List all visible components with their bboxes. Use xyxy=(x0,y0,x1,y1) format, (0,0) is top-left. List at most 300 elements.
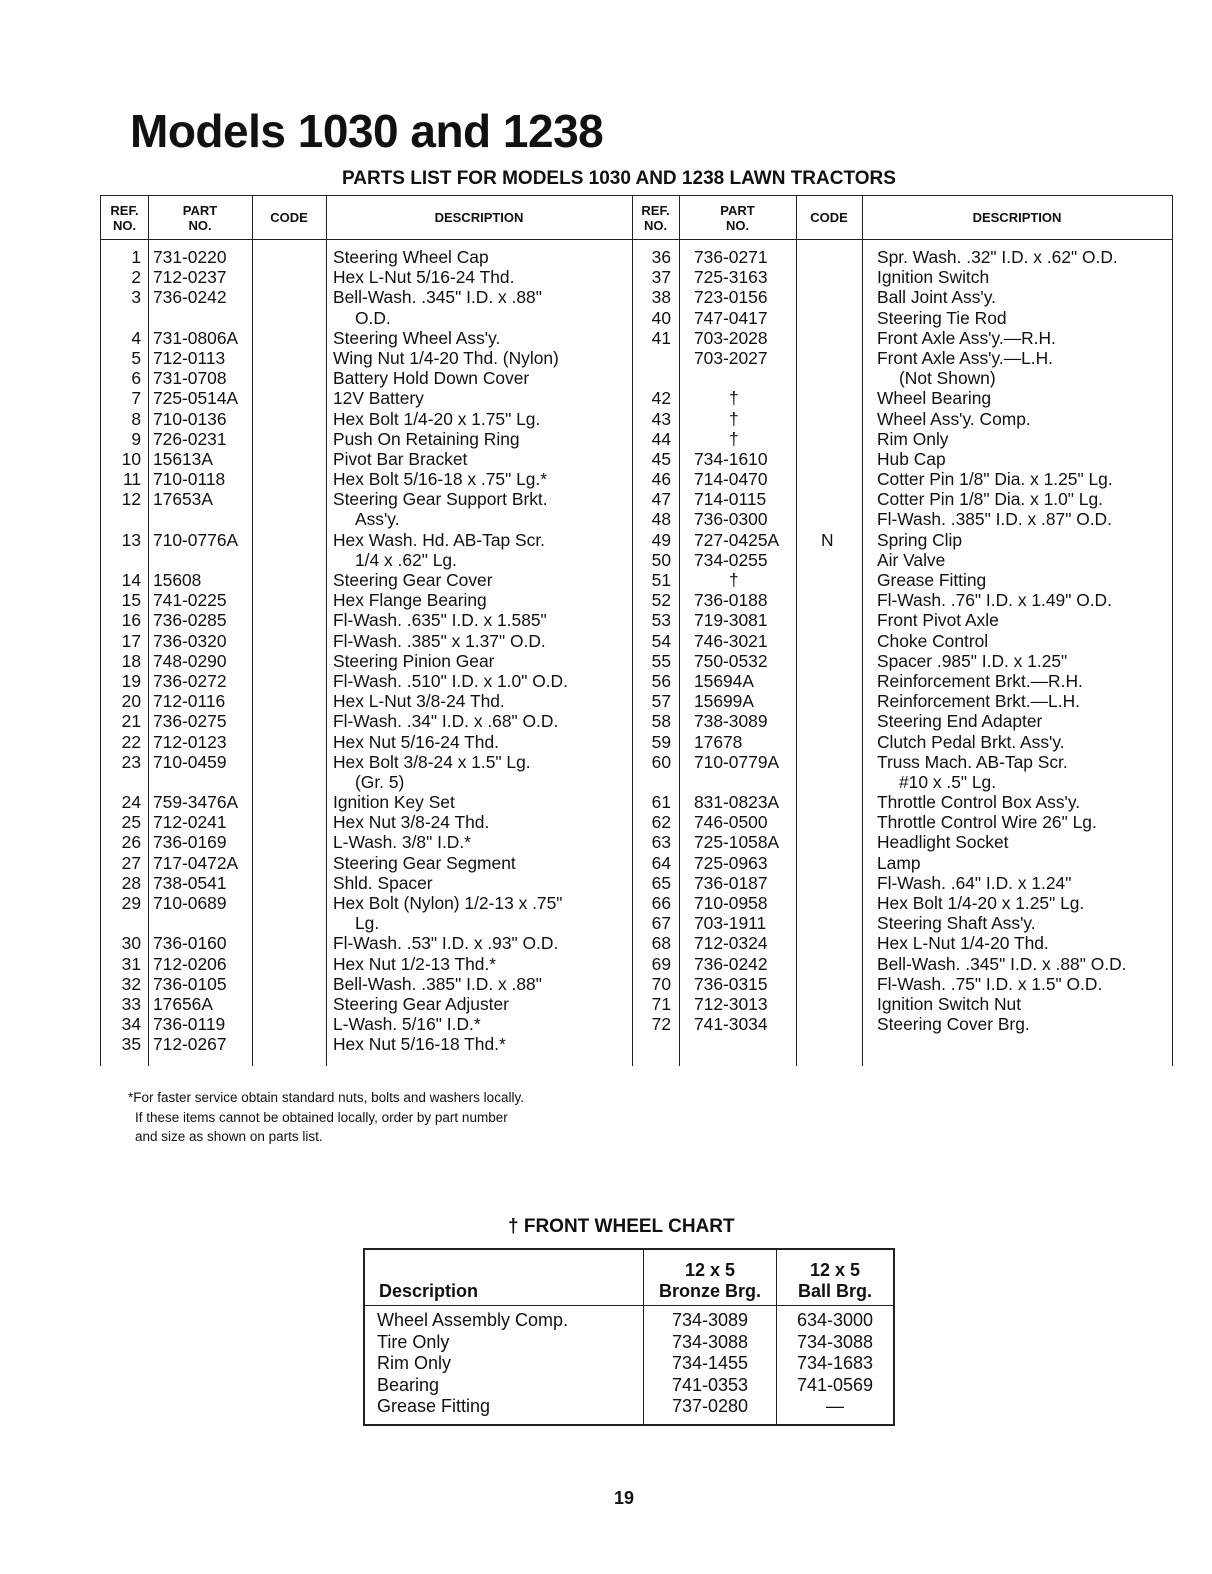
description-cell: Headlight Socket xyxy=(877,832,1009,853)
wheel-chart-header-row xyxy=(364,1249,894,1306)
table-row xyxy=(101,994,1172,1014)
footnote-line: and size as shown on parts list. xyxy=(135,1129,323,1144)
part-no-cell: 731-0806A xyxy=(153,327,239,348)
part-no-cell: 725-1058A xyxy=(694,832,780,853)
footnote xyxy=(128,1088,524,1147)
table-row xyxy=(101,570,1172,590)
part-no-cell: † xyxy=(729,428,739,449)
ref-no-cell: 58 xyxy=(651,711,671,732)
description-cell: Wing Nut 1/4-20 Thd. (Nylon) xyxy=(333,347,559,368)
part-no-cell: 831-0823A xyxy=(694,792,780,813)
table-row xyxy=(101,893,1172,913)
description-cell: Spring Clip xyxy=(877,529,963,550)
description-cell: Air Valve xyxy=(877,549,946,570)
ref-no-cell: 9 xyxy=(131,428,141,449)
wheel-chart-row xyxy=(364,1396,894,1425)
part-no-cell: † xyxy=(729,570,739,590)
table-row xyxy=(101,247,1172,267)
table-row xyxy=(101,974,1172,994)
ref-no-cell: 68 xyxy=(651,933,671,954)
table-row xyxy=(101,1034,1172,1054)
footnote-line: *For faster service obtain standard nuts, bolts and washers locally. xyxy=(128,1090,524,1105)
header-text: NO. xyxy=(725,217,750,233)
description-cell: Hub Cap xyxy=(877,448,946,469)
header-text: DESCRIPTION xyxy=(434,210,524,225)
part-no-cell: 738-0541 xyxy=(153,872,227,893)
ref-no-cell: 11 xyxy=(122,469,141,490)
table-row xyxy=(101,550,1172,570)
table-row xyxy=(101,469,1172,489)
ref-no-cell: 34 xyxy=(121,1014,141,1035)
ref-no-cell: 26 xyxy=(121,832,141,853)
part-no-cell: 712-0237 xyxy=(153,267,227,288)
description-cell: Truss Mach. AB-Tap Scr. xyxy=(877,751,1068,772)
ref-no-cell: 1 xyxy=(131,247,141,267)
description-cell: Lg. xyxy=(355,913,380,934)
ref-no-cell: 15 xyxy=(121,590,141,611)
table-row xyxy=(101,651,1172,671)
header-text: PART xyxy=(182,202,218,218)
ref-no-cell: 36 xyxy=(651,247,671,267)
ref-no-cell: 24 xyxy=(121,792,141,813)
part-no-cell: 710-0118 xyxy=(153,469,226,490)
ref-no-cell: 30 xyxy=(121,933,141,954)
ref-no-cell: 53 xyxy=(651,610,671,631)
description-cell: Push On Retaining Ring xyxy=(333,428,520,449)
wheel-header-ball xyxy=(777,1249,895,1306)
description-cell: Ignition Switch xyxy=(877,267,990,288)
description-cell: Clutch Pedal Brkt. Ass'y. xyxy=(877,731,1065,752)
header-part-no xyxy=(148,196,252,239)
description-cell: Rim Only xyxy=(877,428,949,449)
description-cell: Fl-Wash. .385" x 1.37" O.D. xyxy=(333,630,546,651)
description-cell: Grease Fitting xyxy=(877,570,987,590)
ref-no-cell: 40 xyxy=(651,307,671,328)
part-no-cell: 725-3163 xyxy=(694,267,768,288)
header-text: Bronze Brg. xyxy=(658,1281,761,1301)
part-no-cell: 710-0779A xyxy=(694,751,780,772)
ref-no-cell: 51 xyxy=(651,570,671,590)
ref-no-cell: 32 xyxy=(121,973,141,994)
table-row xyxy=(101,449,1172,469)
ref-no-cell: 46 xyxy=(651,469,671,490)
ref-no-cell: 4 xyxy=(131,327,141,348)
part-no-cell: 17678 xyxy=(694,731,743,752)
wheel-desc: Wheel Assembly Comp. xyxy=(364,1306,644,1332)
header-text: NO. xyxy=(643,217,668,233)
description-cell: Steering Shaft Ass'y. xyxy=(877,913,1036,934)
table-row xyxy=(101,388,1172,408)
header-ref-no xyxy=(101,196,148,239)
header-code xyxy=(252,196,326,239)
header-text: NO. xyxy=(112,217,137,233)
table-row xyxy=(101,832,1172,852)
table-row xyxy=(101,429,1172,449)
description-cell: 1/4 x .62" Lg. xyxy=(355,549,457,570)
description-cell: Throttle Control Box Ass'y. xyxy=(877,792,1081,813)
wheel-chart-title: † FRONT WHEEL CHART xyxy=(508,1216,735,1237)
part-no-cell: 736-0188 xyxy=(694,590,768,611)
ref-no-cell: 63 xyxy=(651,832,671,853)
part-no-cell: 703-2028 xyxy=(694,327,768,348)
ref-no-cell: 59 xyxy=(651,731,671,752)
description-cell: Fl-Wash. .76" I.D. x 1.49" O.D. xyxy=(877,590,1112,611)
ref-no-cell: 5 xyxy=(131,347,141,368)
description-cell: Ball Joint Ass'y. xyxy=(877,287,996,308)
part-no-cell: 746-0500 xyxy=(694,812,768,833)
ref-no-cell: 23 xyxy=(121,751,141,772)
ref-no-cell: 70 xyxy=(651,973,671,994)
description-cell: Front Axle Ass'y.—L.H. xyxy=(877,347,1053,368)
ref-no-cell: 18 xyxy=(121,650,141,671)
part-no-cell: 712-0267 xyxy=(153,1034,227,1055)
description-cell: Fl-Wash. .53" I.D. x .93" O.D. xyxy=(333,933,559,954)
part-no-cell: 712-0116 xyxy=(153,691,226,712)
part-no-cell: 712-3013 xyxy=(694,993,768,1014)
footnote-line: If these items cannot be obtained locally, order by part number xyxy=(135,1109,508,1125)
wheel-desc: Rim Only xyxy=(364,1353,644,1375)
header-description xyxy=(326,196,632,239)
ref-no-cell: 7 xyxy=(131,388,141,409)
part-no-cell: 731-0220 xyxy=(153,247,227,267)
header-text: CODE xyxy=(810,210,848,225)
part-no-cell: 719-3081 xyxy=(694,610,768,631)
page-title: Models 1030 and 1238 xyxy=(130,105,604,157)
description-cell: Steering Gear Cover xyxy=(333,570,493,590)
description-cell: Hex Flange Bearing xyxy=(333,590,487,611)
description-cell: Hex Bolt 1/4-20 x 1.75" Lg. xyxy=(333,408,541,429)
part-no-cell: 714-0470 xyxy=(694,469,768,490)
description-cell: Hex L-Nut 3/8-24 Thd. xyxy=(333,691,505,712)
description-cell: Hex Nut 3/8-24 Thd. xyxy=(333,812,490,833)
ref-no-cell: 25 xyxy=(121,812,141,833)
table-row xyxy=(101,267,1172,287)
part-no-cell: 712-0241 xyxy=(153,812,227,833)
table-row xyxy=(101,792,1172,812)
description-cell: Fl-Wash. .34" I.D. x .68" O.D. xyxy=(333,711,559,732)
description-cell: Spacer .985" I.D. x 1.25" xyxy=(877,650,1068,671)
table-row xyxy=(101,348,1172,368)
description-cell: Fl-Wash. .635" I.D. x 1.585" xyxy=(333,610,547,631)
part-no-cell: 712-0123 xyxy=(153,731,227,752)
wheel-ball-part: 734-3088 xyxy=(777,1332,895,1354)
ref-no-cell: 48 xyxy=(651,509,671,530)
description-cell: Hex Bolt 3/8-24 x 1.5" Lg. xyxy=(333,751,531,772)
description-cell: Fl-Wash. .510" I.D. x 1.0" O.D. xyxy=(333,670,568,691)
description-cell: 12V Battery xyxy=(333,388,424,409)
ref-no-cell: 64 xyxy=(651,852,671,873)
description-cell: Ass'y. xyxy=(355,509,400,530)
ref-no-cell: 41 xyxy=(651,327,671,348)
description-cell: Reinforcement Brkt.—L.H. xyxy=(877,691,1080,712)
part-no-cell: 15613A xyxy=(153,448,213,469)
code-cell: N xyxy=(821,529,834,550)
ref-no-cell: 16 xyxy=(121,610,141,631)
table-row xyxy=(101,954,1172,974)
part-no-cell: 710-0459 xyxy=(153,751,227,772)
description-cell: Steering Gear Support Brkt. xyxy=(333,489,548,510)
part-no-cell: 15694A xyxy=(694,670,754,691)
description-cell: Hex Bolt 1/4-20 x 1.25" Lg. xyxy=(877,893,1085,913)
description-cell: Battery Hold Down Cover xyxy=(333,368,530,389)
description-cell: Steering Pinion Gear xyxy=(333,650,495,671)
table-row xyxy=(101,812,1172,832)
table-row xyxy=(101,590,1172,610)
table-row xyxy=(101,873,1172,893)
part-no-cell: 15608 xyxy=(153,570,202,590)
table-row xyxy=(101,409,1172,429)
parts-list-title: PARTS LIST FOR MODELS 1030 AND 1238 LAWN TRACTORS xyxy=(342,168,896,189)
table-row xyxy=(101,691,1172,711)
description-cell: Reinforcement Brkt.—R.H. xyxy=(877,670,1083,691)
part-no-cell: 731-0708 xyxy=(153,368,227,389)
part-no-cell: 736-0187 xyxy=(694,872,768,893)
description-cell: Hex Wash. Hd. AB-Tap Scr. xyxy=(333,529,545,550)
ref-no-cell: 42 xyxy=(651,388,671,409)
header-text: 12 x 5 xyxy=(684,1260,736,1280)
table-row xyxy=(101,933,1172,953)
wheel-chart-row xyxy=(364,1332,894,1354)
ref-no-cell: 54 xyxy=(651,630,671,651)
part-no-cell: 725-0514A xyxy=(153,388,239,409)
part-no-cell: 738-3089 xyxy=(694,711,768,732)
ref-no-cell: 45 xyxy=(651,448,671,469)
table-row xyxy=(101,530,1172,550)
header-text: Ball Brg. xyxy=(797,1281,872,1301)
part-no-cell: 727-0425A xyxy=(694,529,780,550)
wheel-desc: Grease Fitting xyxy=(364,1396,644,1425)
ref-no-cell: 19 xyxy=(121,670,141,691)
ref-no-cell: 60 xyxy=(651,751,671,772)
part-no-cell: 710-0136 xyxy=(153,408,227,429)
ref-no-cell: 49 xyxy=(651,529,671,550)
part-no-cell: 710-0776A xyxy=(153,529,239,550)
ref-no-cell: 69 xyxy=(651,953,671,974)
description-cell: Steering Tie Rod xyxy=(877,307,1007,328)
part-no-cell: 736-0272 xyxy=(153,670,227,691)
ref-no-cell: 50 xyxy=(651,549,671,570)
ref-no-cell: 43 xyxy=(651,408,671,429)
table-row xyxy=(101,610,1172,630)
ref-no-cell: 44 xyxy=(651,428,671,449)
ref-no-cell: 37 xyxy=(651,267,671,288)
description-cell: Fl-Wash. .75" I.D. x 1.5" O.D. xyxy=(877,973,1103,994)
part-no-cell: 736-0275 xyxy=(153,711,227,732)
table-row xyxy=(101,752,1172,772)
description-cell: Fl-Wash. .385" I.D. x .87" O.D. xyxy=(877,509,1112,530)
wheel-chart-row xyxy=(364,1353,894,1375)
description-cell: Hex Bolt (Nylon) 1/2-13 x .75" xyxy=(333,893,563,913)
header-part-no xyxy=(679,196,796,239)
table-row xyxy=(101,308,1172,328)
ref-no-cell: 47 xyxy=(651,489,671,510)
description-cell: L-Wash. 3/8" I.D.* xyxy=(333,832,471,853)
header-text: 12 x 5 xyxy=(809,1260,861,1280)
header-code xyxy=(796,196,862,239)
table-row xyxy=(101,509,1172,529)
part-no-cell: 734-0255 xyxy=(694,549,768,570)
part-no-cell: 17653A xyxy=(153,489,213,510)
part-no-cell: 736-0320 xyxy=(153,630,227,651)
ref-no-cell: 29 xyxy=(121,893,141,913)
description-cell: Cotter Pin 1/8" Dia. x 1.0" Lg. xyxy=(877,489,1103,510)
front-wheel-chart xyxy=(363,1248,895,1426)
wheel-ball-part: 734-1683 xyxy=(777,1353,895,1375)
ref-no-cell: 20 xyxy=(121,691,141,712)
description-cell: Shld. Spacer xyxy=(333,872,433,893)
ref-no-cell: 22 xyxy=(121,731,141,752)
description-cell: Spr. Wash. .32" I.D. x .62" O.D. xyxy=(877,247,1118,267)
header-text: REF. xyxy=(110,202,139,218)
part-no-cell: 15699A xyxy=(694,691,754,712)
wheel-bronze-part: 734-3089 xyxy=(644,1306,777,1332)
part-no-cell: 710-0689 xyxy=(153,893,227,913)
header-text: NO. xyxy=(188,217,212,233)
wheel-bronze-part: 734-3088 xyxy=(644,1332,777,1354)
table-row xyxy=(101,853,1172,873)
part-no-cell: 703-2027 xyxy=(694,347,768,368)
wheel-ball-part: 634-3000 xyxy=(777,1306,895,1332)
part-no-cell: 725-0963 xyxy=(694,852,768,873)
table-row xyxy=(101,328,1172,348)
header-text: DESCRIPTION xyxy=(972,210,1062,225)
header-text: REF. xyxy=(641,202,670,218)
ref-no-cell: 61 xyxy=(651,792,671,813)
table-row xyxy=(101,287,1172,307)
ref-no-cell: 31 xyxy=(121,953,141,974)
description-cell: Steering Wheel Ass'y. xyxy=(333,327,501,348)
part-no-cell: 736-0119 xyxy=(153,1014,226,1035)
ref-no-cell: 8 xyxy=(131,408,141,429)
table-row xyxy=(101,631,1172,651)
ref-no-cell: 10 xyxy=(121,448,141,469)
part-no-cell: 736-0285 xyxy=(153,610,227,631)
description-cell: Hex L-Nut 1/4-20 Thd. xyxy=(877,933,1049,954)
part-no-cell: 736-0242 xyxy=(694,953,768,974)
part-no-cell: 736-0242 xyxy=(153,287,227,308)
part-no-cell: 746-3021 xyxy=(694,630,768,651)
wheel-bronze-part: 734-1455 xyxy=(644,1353,777,1375)
part-no-cell: 717-0472A xyxy=(153,852,239,873)
header-description xyxy=(862,196,1172,239)
description-cell: Throttle Control Wire 26" Lg. xyxy=(877,812,1097,833)
wheel-desc: Bearing xyxy=(364,1375,644,1397)
part-no-cell: 741-0225 xyxy=(153,590,227,611)
description-cell: (Gr. 5) xyxy=(355,771,405,792)
description-cell: Steering Wheel Cap xyxy=(333,247,489,267)
part-no-cell: 710-0958 xyxy=(694,893,768,913)
ref-no-cell: 27 xyxy=(121,852,141,873)
part-no-cell: † xyxy=(729,388,739,409)
description-cell: Hex L-Nut 5/16-24 Thd. xyxy=(333,267,515,288)
ref-no-cell: 66 xyxy=(651,893,671,913)
wheel-header-description: Description xyxy=(364,1249,644,1306)
ref-no-cell: 71 xyxy=(651,993,671,1014)
part-no-cell: 714-0115 xyxy=(694,489,767,510)
description-cell: Wheel Ass'y. Comp. xyxy=(877,408,1031,429)
description-cell: Steering Gear Segment xyxy=(333,852,516,873)
part-no-cell: 747-0417 xyxy=(694,307,768,328)
description-cell: O.D. xyxy=(355,307,391,328)
part-no-cell: 759-3476A xyxy=(153,792,239,813)
description-cell: Lamp xyxy=(877,852,921,873)
ref-no-cell: 13 xyxy=(121,529,141,550)
part-no-cell: 736-0169 xyxy=(153,832,227,853)
ref-no-cell: 57 xyxy=(651,691,671,712)
ref-no-cell: 28 xyxy=(121,872,141,893)
part-no-cell: 748-0290 xyxy=(153,650,227,671)
part-no-cell: 712-0113 xyxy=(153,347,226,368)
part-no-cell: 750-0532 xyxy=(694,650,768,671)
table-row xyxy=(101,1014,1172,1034)
description-cell: L-Wash. 5/16" I.D.* xyxy=(333,1014,481,1035)
page-number: 19 xyxy=(614,1488,635,1508)
part-no-cell: 723-0156 xyxy=(694,287,768,308)
part-no-cell: 736-0105 xyxy=(153,973,227,994)
description-cell: Steering Gear Adjuster xyxy=(333,993,509,1014)
wheel-header-bronze xyxy=(644,1249,777,1306)
ref-no-cell: 12 xyxy=(121,489,141,510)
ref-no-cell: 55 xyxy=(651,650,671,671)
part-no-cell: 703-1911 xyxy=(694,913,767,934)
description-cell: Fl-Wash. .64" I.D. x 1.24" xyxy=(877,872,1072,893)
wheel-desc: Tire Only xyxy=(364,1332,644,1354)
ref-no-cell: 65 xyxy=(651,872,671,893)
part-no-cell: 736-0160 xyxy=(153,933,227,954)
part-no-cell: 736-0300 xyxy=(694,509,768,530)
ref-no-cell: 67 xyxy=(651,913,671,934)
description-cell: Bell-Wash. .345" I.D. x .88" O.D. xyxy=(877,953,1127,974)
description-cell: Cotter Pin 1/8" Dia. x 1.25" Lg. xyxy=(877,469,1113,490)
part-no-cell: 17656A xyxy=(153,993,213,1014)
description-cell: Front Pivot Axle xyxy=(877,610,999,631)
parts-rows-right xyxy=(101,247,1172,1034)
table-row xyxy=(101,772,1172,792)
description-cell: Steering End Adapter xyxy=(877,711,1043,732)
part-no-cell: 726-0231 xyxy=(153,428,227,449)
part-no-cell: 712-0324 xyxy=(694,933,768,954)
description-cell: #10 x .5" Lg. xyxy=(899,771,997,792)
part-no-cell: 734-1610 xyxy=(694,448,768,469)
table-row xyxy=(101,489,1172,509)
wheel-ball-part: — xyxy=(777,1396,895,1425)
part-no-cell: 736-0315 xyxy=(694,973,768,994)
part-no-cell: 736-0271 xyxy=(694,247,768,267)
ref-no-cell: 62 xyxy=(651,812,671,833)
ref-no-cell: 21 xyxy=(121,711,141,732)
ref-no-cell: 52 xyxy=(651,590,671,611)
ref-no-cell: 6 xyxy=(131,368,141,389)
description-cell: Choke Control xyxy=(877,630,989,651)
ref-no-cell: 72 xyxy=(651,1014,671,1035)
part-no-cell: 741-3034 xyxy=(694,1014,768,1035)
parts-list-table xyxy=(100,195,1173,1066)
header-text: CODE xyxy=(270,210,308,225)
description-cell: Bell-Wash. .385" I.D. x .88" xyxy=(333,973,542,994)
part-no-cell: 712-0206 xyxy=(153,953,227,974)
description-cell: Ignition Key Set xyxy=(333,792,455,813)
table-row xyxy=(101,913,1172,933)
wheel-bronze-part: 737-0280 xyxy=(644,1396,777,1425)
ref-no-cell: 56 xyxy=(651,670,671,691)
ref-no-cell: 35 xyxy=(121,1034,141,1055)
description-cell: Hex Nut 1/2-13 Thd.* xyxy=(333,953,497,974)
description-cell: Hex Bolt 5/16-18 x .75" Lg.* xyxy=(333,469,548,490)
description-cell: Hex Nut 5/16-24 Thd. xyxy=(333,731,499,752)
wheel-bronze-part: 741-0353 xyxy=(644,1375,777,1397)
wheel-ball-part: 741-0569 xyxy=(777,1375,895,1397)
wheel-chart-row xyxy=(364,1375,894,1397)
